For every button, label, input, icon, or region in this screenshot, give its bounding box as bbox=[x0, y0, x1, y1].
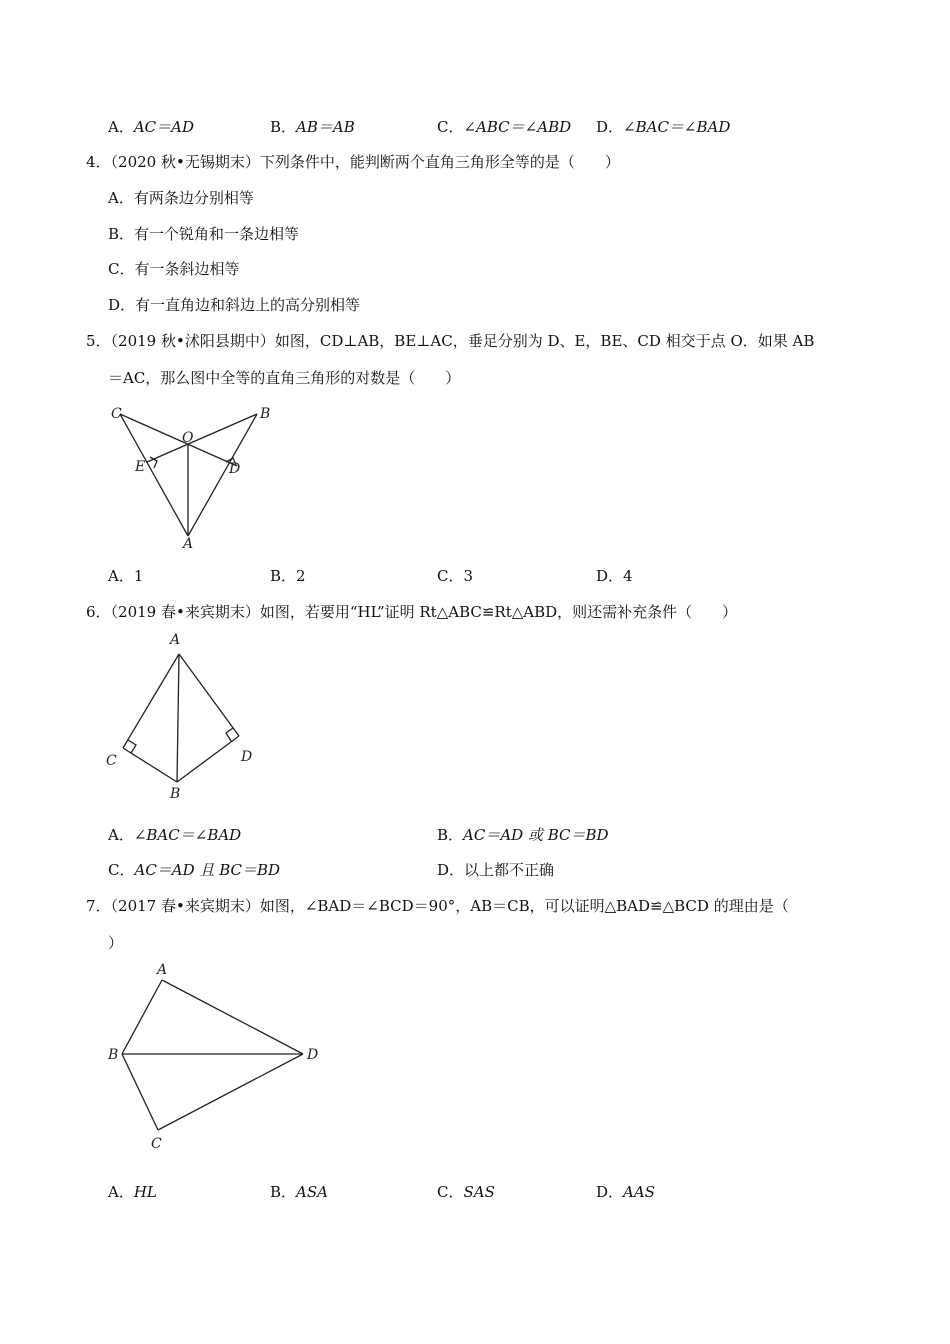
q6-figure bbox=[100, 630, 270, 800]
q4-option-b: B．有一个锐角和一条边相等 bbox=[108, 225, 300, 243]
q5-stem-line2: ＝AC，那么图中全等的直角三角形的对数是（ ） bbox=[108, 369, 461, 387]
q6-option-b: B．AC＝AD 或 BC＝BD bbox=[437, 826, 609, 844]
right-angle-mark-c bbox=[128, 740, 136, 753]
segment-ad bbox=[179, 654, 239, 736]
segment-cb bbox=[123, 748, 177, 782]
label-a: A bbox=[183, 536, 194, 552]
segment-db bbox=[177, 736, 239, 782]
q3-option-b: B．AB＝AB bbox=[270, 118, 355, 136]
segment-be bbox=[147, 414, 257, 462]
q7-stem-line2: ） bbox=[108, 934, 124, 952]
label-d: D bbox=[229, 461, 241, 477]
q4-stem: 4．（2020 秋•无锡期末）下列条件中，能判断两个直角三角形全等的是（ ） bbox=[86, 153, 620, 171]
q7-stem-line1: 7．（2017 春•来宾期末）如图，∠BAD＝∠BCD＝90°，AB＝CB，可以证明△BAD≌△BCD 的理由是（ bbox=[86, 897, 789, 915]
q6-stem: 6．（2019 春•来宾期末）如图，若要用“HL”证明 Rt△ABC≌Rt△ABD，则还需补充条件（ ） bbox=[86, 603, 738, 621]
right-angle-mark-d bbox=[226, 728, 233, 741]
q3-option-d: D．∠BAC＝∠BAD bbox=[596, 118, 731, 136]
label-e: E bbox=[135, 459, 146, 475]
q5-stem-line1: 5．（2019 秋•沭阳县期中）如图，CD⊥AB，BE⊥AC，垂足分别为 D、E，BE、CD 相交于点 O．如果 AB bbox=[86, 332, 815, 350]
q4-option-d: D．有一直角边和斜边上的高分别相等 bbox=[108, 296, 361, 314]
q6-option-c: C．AC＝AD 且 BC＝BD bbox=[108, 861, 281, 879]
q7-option-b: B．ASA bbox=[270, 1183, 328, 1201]
q7-figure bbox=[100, 960, 340, 1160]
label-b: B bbox=[108, 1047, 119, 1063]
q5-option-a: A．1 bbox=[108, 567, 144, 585]
q5-figure bbox=[100, 400, 290, 550]
q7-option-d: D．AAS bbox=[596, 1183, 655, 1201]
q4-option-c: C．有一条斜边相等 bbox=[108, 260, 240, 278]
q5-option-d: D．4 bbox=[596, 567, 633, 585]
segment-ba bbox=[188, 414, 257, 536]
segment-ac bbox=[123, 654, 179, 748]
label-o: O bbox=[182, 430, 194, 446]
segment-ad bbox=[162, 980, 303, 1054]
segment-ab bbox=[122, 980, 162, 1054]
label-a: A bbox=[170, 632, 181, 648]
segment-bc bbox=[122, 1054, 158, 1130]
q7-option-c: C．SAS bbox=[437, 1183, 495, 1201]
q6-option-a: A．∠BAC＝∠BAD bbox=[108, 826, 242, 844]
q5-option-c: C．3 bbox=[437, 567, 474, 585]
label-b: B bbox=[260, 406, 271, 422]
q3-option-a: A．AC＝AD bbox=[108, 118, 195, 136]
label-c: C bbox=[106, 753, 117, 769]
q5-option-b: B．2 bbox=[270, 567, 306, 585]
q4-option-a: A．有两条边分别相等 bbox=[108, 189, 254, 207]
label-b: B bbox=[170, 786, 181, 802]
label-a: A bbox=[157, 962, 168, 978]
label-d: D bbox=[241, 749, 253, 765]
segment-ca bbox=[120, 414, 188, 536]
q7-option-a: A．HL bbox=[108, 1183, 157, 1201]
q3-option-c: C．∠ABC＝∠ABD bbox=[437, 118, 572, 136]
q6-option-d: D．以上都不正确 bbox=[437, 861, 555, 879]
label-d: D bbox=[307, 1047, 319, 1063]
segment-cd bbox=[158, 1054, 303, 1130]
segment-ab bbox=[177, 654, 179, 782]
label-c: C bbox=[151, 1136, 162, 1152]
label-c: C bbox=[111, 406, 122, 422]
